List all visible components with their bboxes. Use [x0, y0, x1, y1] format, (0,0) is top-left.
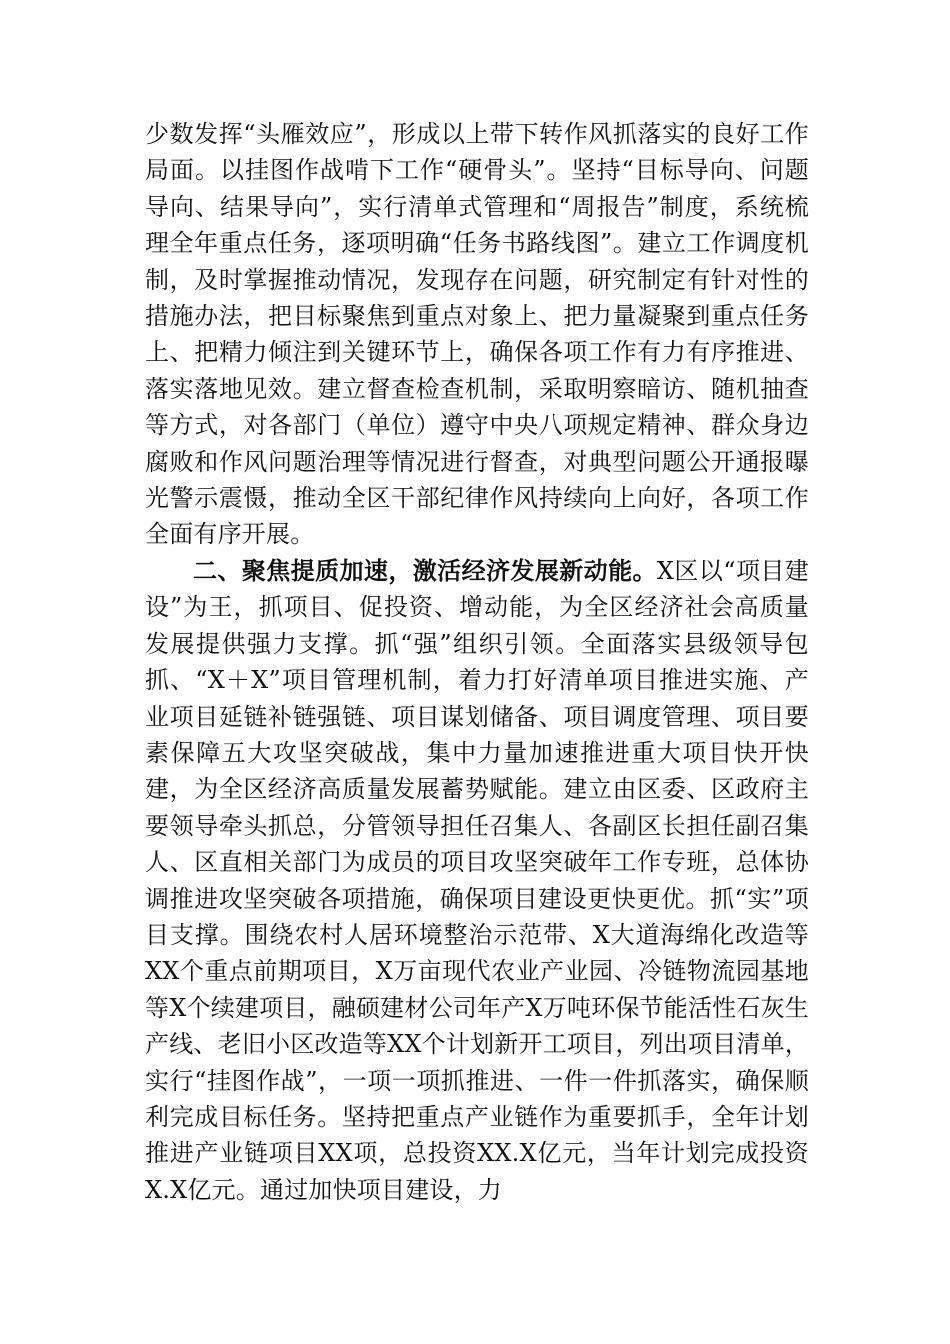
paragraph-continuation [145, 116, 809, 553]
document-body [145, 116, 809, 1208]
paragraph-section-two [145, 553, 809, 1208]
paragraph-text: 少数发挥“头雁效应”，形成以上带下转作风抓落实的良好工作局面。以挂图作战啃下工作“硬骨头”。坚持“目标导向、问题导向、结果导向”，实行清单式管理和“周报告”制度，系统梳理全年重点任务，逐项明确“任务书路线图”。建立工作调度机制，及时掌握推动情况，发现存在问题，研究制定有针对性的措施办法，把目标聚焦到重点对象上、把力量凝聚到重点任务上、把精力倾注到关键环节上，确保各项工作有力有序推进、落实落地见效。建立督查检查机制，采取明察暗访、随机抽查等方式，对各部门（单位）遵守中央八项规定精神、群众身边腐败和作风问题治理等情况进行督查，对典型问题公开通报曝光警示震慑，推动全区干部纪律作风持续向上向好，各项工作全面有序开展。 [145, 120, 809, 549]
paragraph-text: X区以“项目建设”为王，抓项目、促投资、增动能，为全区经济社会高质量发展提供强力支撑。抓“强”组织引领。全面落实县级领导包抓、“X＋X”项目管理机制，着力打好清单项目推进实施、产业项目延链补链强链、项目谋划储备、项目调度管理、项目要素保障五大攻坚突破战，集中力量加速推进重大项目快开快建，为全区经济高质量发展蓄势赋能。建立由区委、区政府主要领导牵头抓总，分管领导担任召集人、各副区长担任副召集人、区直相关部门为成员的项目攻坚突破年工作专班，总体协调推进攻坚突破各项措施，确保项目建设更快更优。抓“实”项目支撑。围绕农村人居环境整治示范带、X大道海绵化改造等XX个重点前期项目，X万亩现代农业产业园、冷链物流园基地等X个续建项目，融硕建材公司年产X万吨环保节能活性石灰生产线、老旧小区改造等XX个计划新开工项目，列出项目清单，实行“挂图作战”，一项一项抓推进、一件一件抓落实，确保顺利完成目标任务。坚持把重点产业链作为重要抓手，全年计划推进产业链项目XX项，总投资XX.X亿元，当年计划完成投资X.X亿元。通过加快项目建设，力 [145, 556, 809, 1204]
section-heading: 二、聚焦提质加速，激活经济发展新动能。 [193, 555, 657, 585]
